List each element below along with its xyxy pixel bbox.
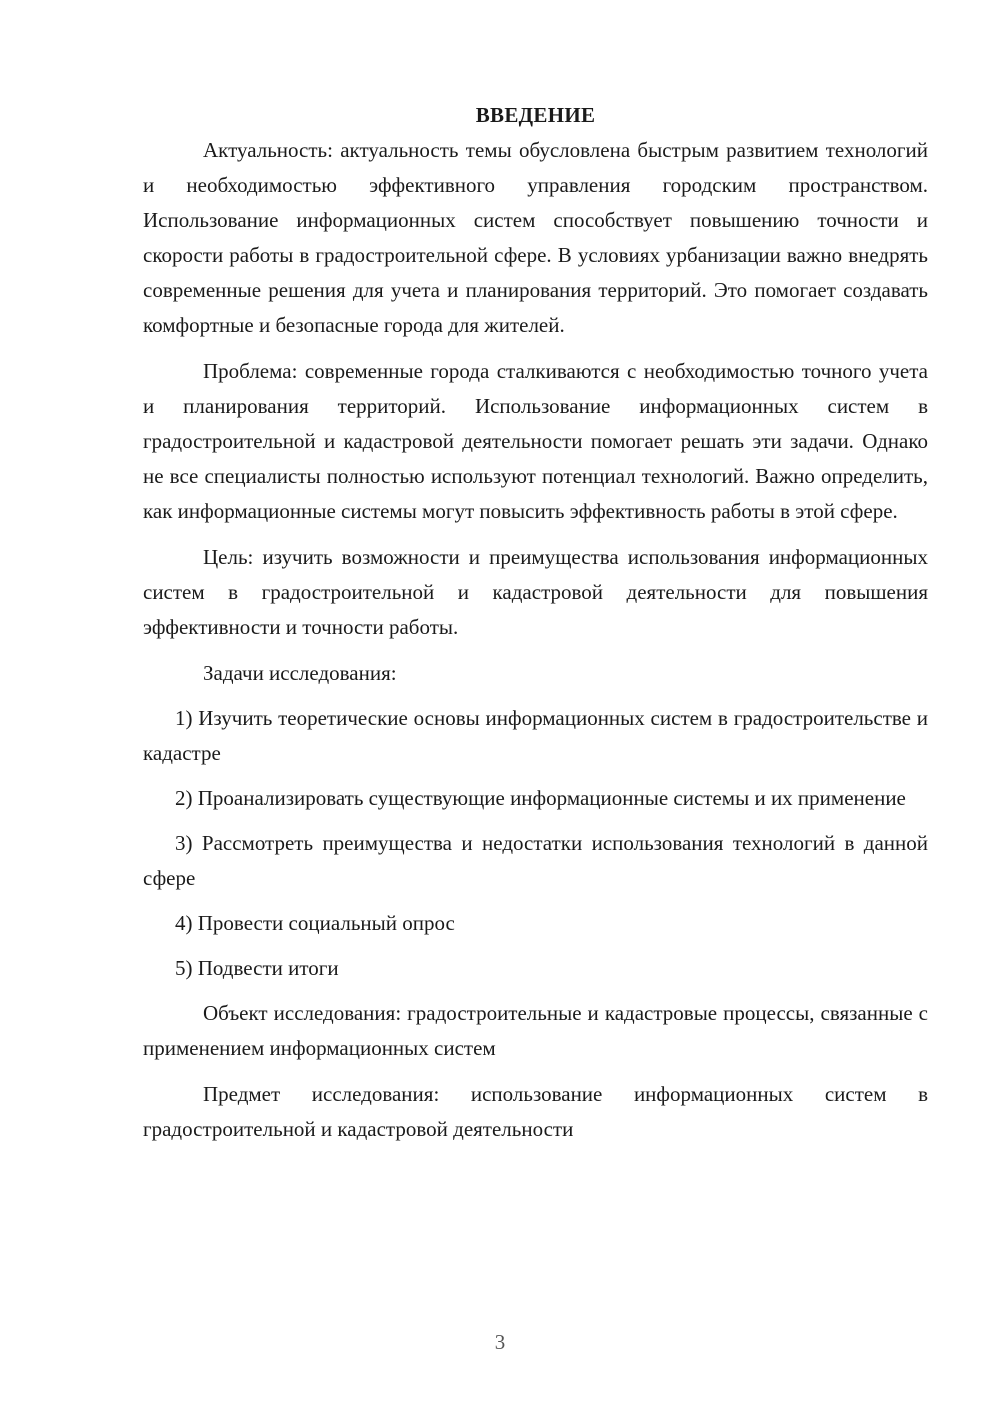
section-heading: ВВЕДЕНИЕ	[475, 103, 596, 127]
object-paragraph: Объект исследования: градостроительные и кадастровые процессы, связанные с применением информационных систем	[143, 1001, 928, 1060]
tasks-title: Задачи исследования:	[203, 661, 397, 685]
page-number: 3	[494, 1330, 506, 1354]
goal-paragraph: Цель: изучить возможности и преимущества использования информационных систем в градостроительной и кадастровой деятельности для повышения эффективности и точности работы.	[143, 545, 928, 639]
task-item-4: 4) Провести социальный опрос	[175, 911, 455, 935]
problem-paragraph: Проблема: современные города сталкиваются с необходимостью точного учета и планирования территорий. Использование информационных систем в градостроительной и кадастровой деятельности помогает решать эти задачи. Однако не все специалисты полностью используют потенциал технологий. Важно определить, как информационные системы могут повысить эффективность работы в этой сфере.	[143, 359, 928, 523]
subject-paragraph: Предмет исследования: использование информационных систем в градостроительной и кадастровой деятельности	[143, 1082, 928, 1141]
task-item-5: 5) Подвести итоги	[175, 956, 339, 980]
task-item-1: 1) Изучить теоретические основы информационных систем в градостроительстве и кадастре	[143, 706, 928, 765]
document-page	[143, 90, 928, 1147]
task-item-2: 2) Проанализировать существующие информационные системы и их применение	[175, 786, 906, 810]
task-item-3: 3) Рассмотреть преимущества и недостатки использования технологий в данной сфере	[143, 831, 928, 890]
relevance-paragraph: Актуальность: актуальность темы обусловлена быстрым развитием технологий и необходимостью эффективного управления городским пространством. Использование информационных систем способствует повышению точности и скорости работы в градостроительной сфере. В условиях урбанизации важно внедрять современные решения для учета и планирования территорий. Это помогает создавать комфортные и безопасные города для жителей.	[143, 138, 928, 337]
